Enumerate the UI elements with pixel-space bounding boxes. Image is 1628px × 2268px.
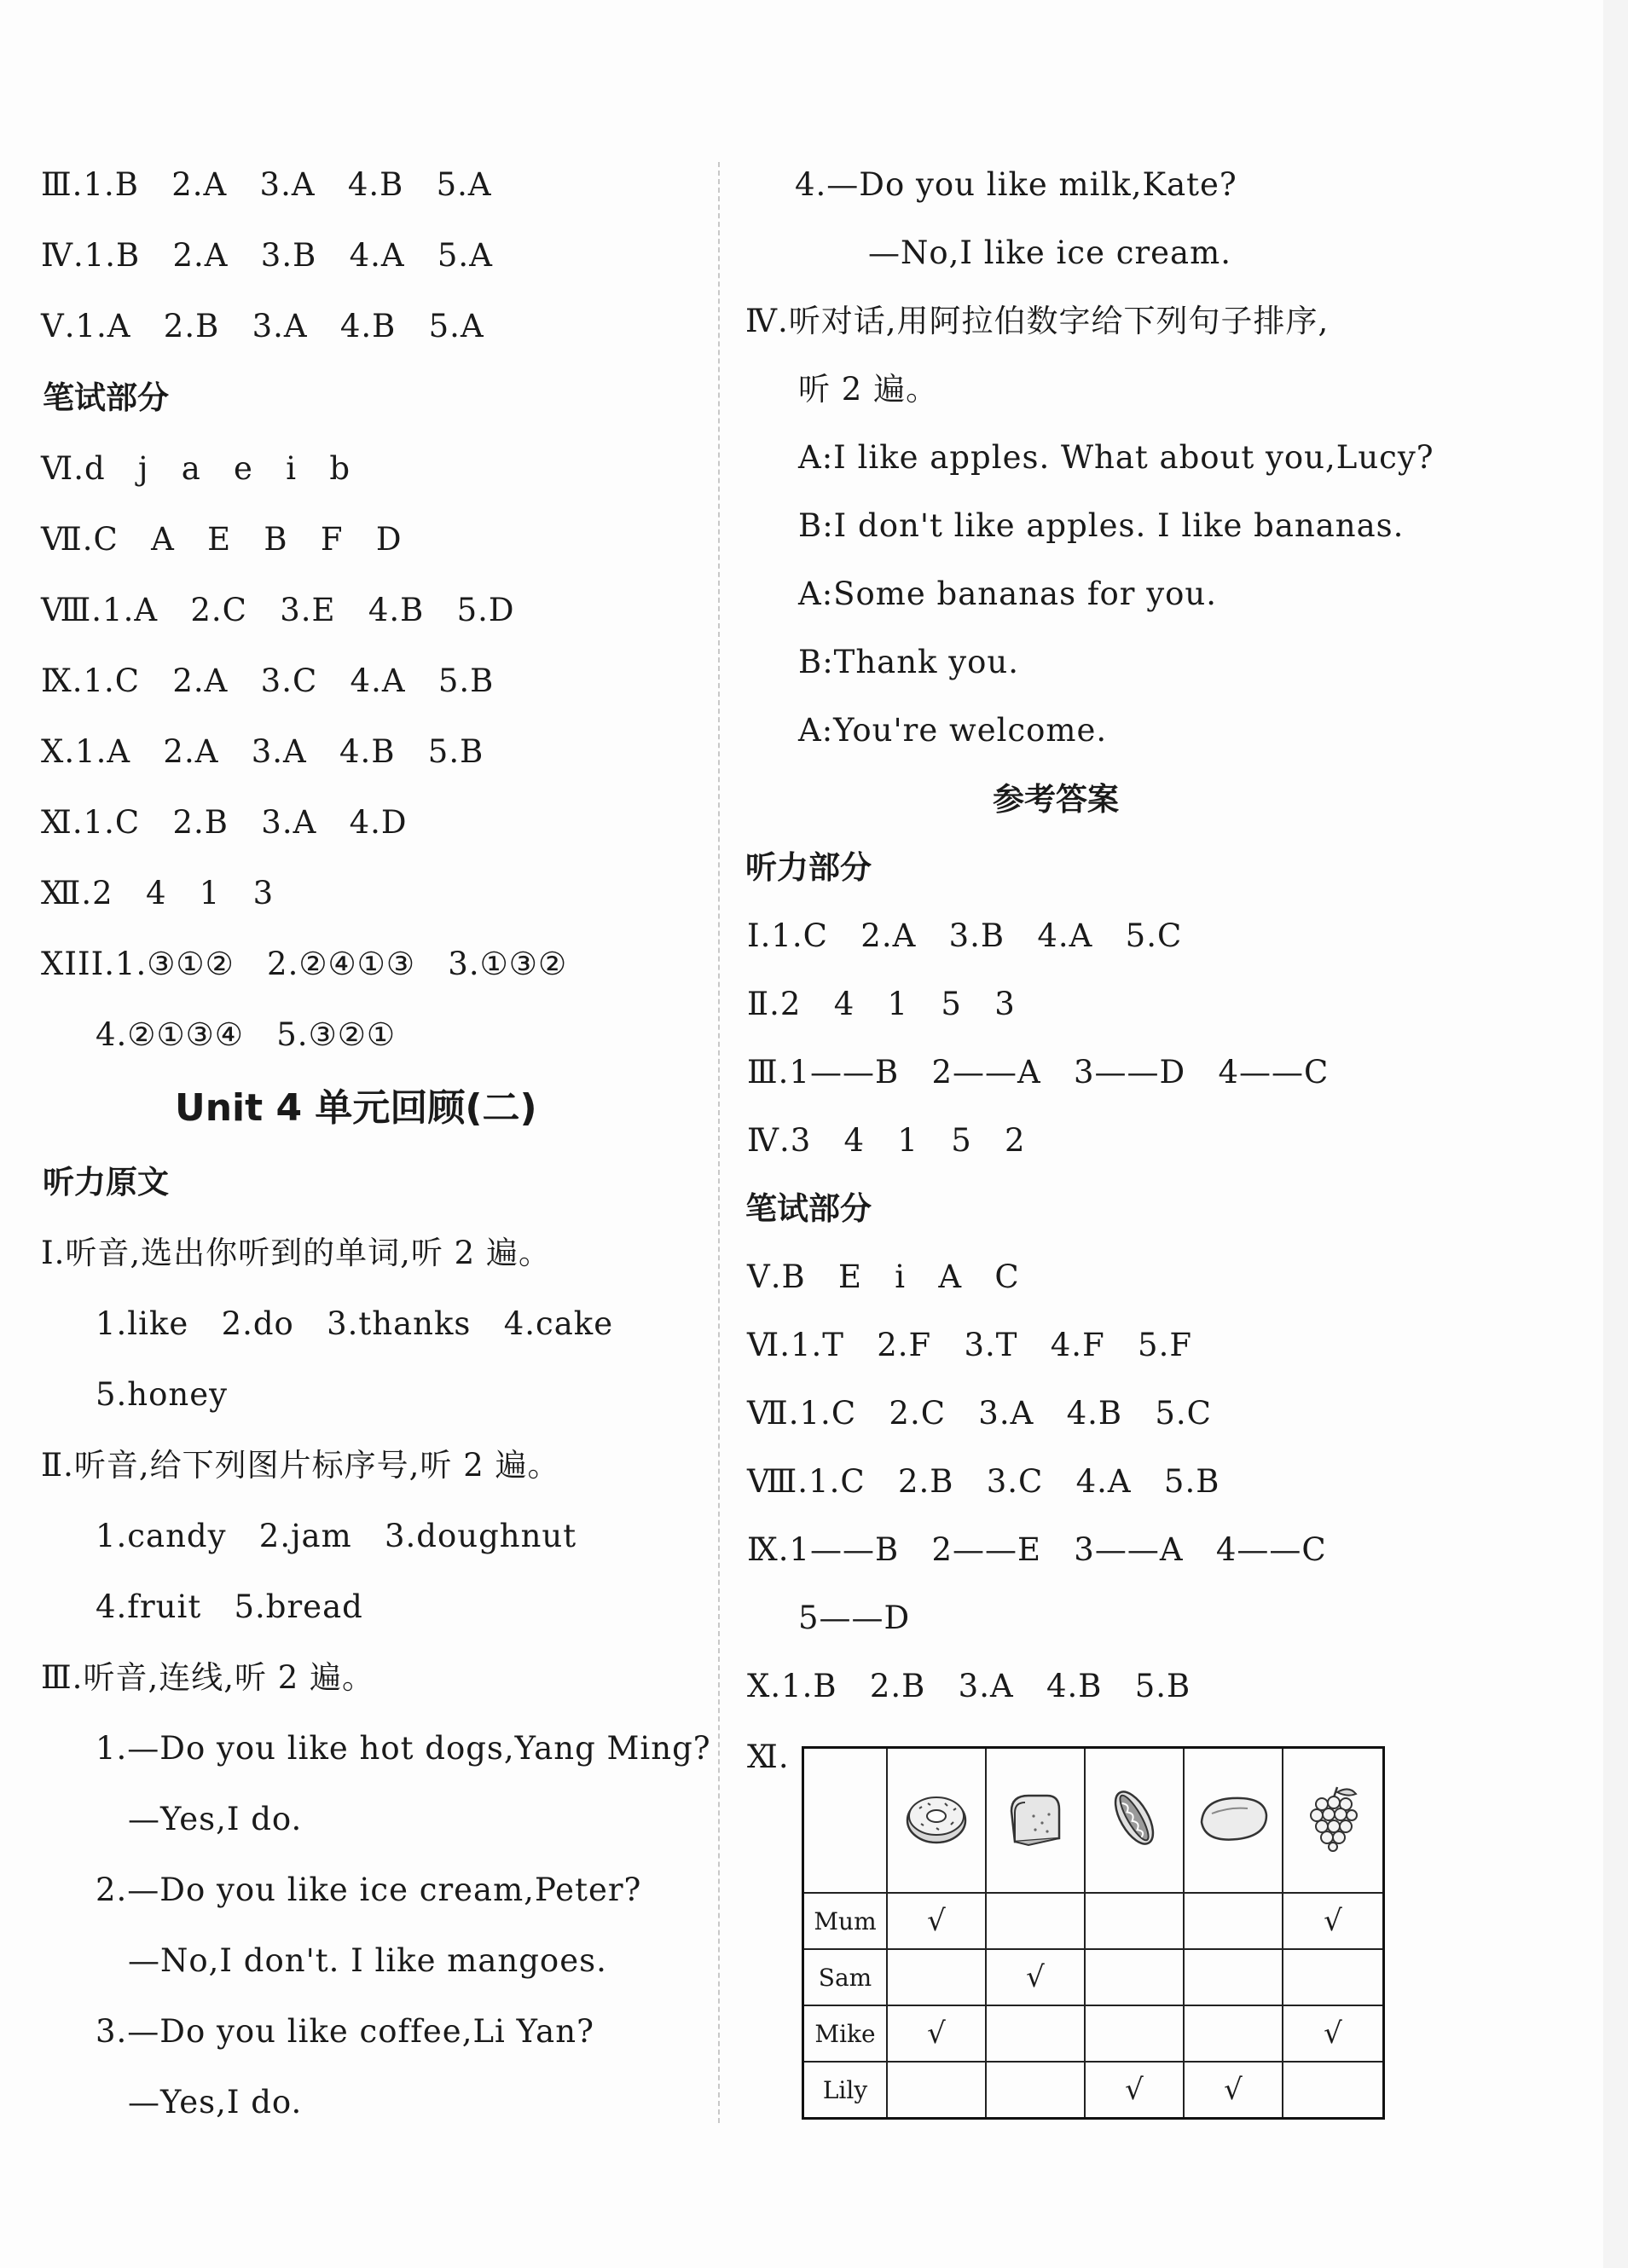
check-cell: √ (1283, 2005, 1384, 2062)
table-row (803, 2062, 1384, 2119)
section-heading: 笔试部分 (43, 379, 169, 416)
answer-line: 4.②①③④ 5.③②① (96, 1016, 397, 1053)
dialogue-line: B:Thank you. (798, 644, 1020, 680)
check-cell (1184, 1949, 1283, 2005)
answer-line: 5——D (798, 1600, 911, 1636)
section-heading: 听力原文 (43, 1164, 169, 1201)
answer-line: Ⅶ.1.C 2.C 3.A 4.B 5.C (747, 1395, 1212, 1432)
check-cell: √ (887, 2005, 986, 2062)
table-header-row (803, 1748, 1384, 1894)
check-cell (1085, 1949, 1184, 2005)
check-cell: √ (986, 1949, 1085, 2005)
answer-line: Ⅸ.1——B 2——E 3——A 4——C (747, 1531, 1327, 1568)
answer-line: Ⅹ.1.B 2.B 3.A 4.B 5.B (747, 1668, 1191, 1704)
table-corner-cell (803, 1748, 888, 1894)
row-name-cell: Mike (803, 2005, 888, 2062)
dialogue-line: A:You're welcome. (798, 712, 1108, 749)
check-cell: √ (1085, 2062, 1184, 2119)
answer-line: Ⅶ.C A E B F D (41, 521, 403, 558)
row-name-cell: Mum (803, 1893, 888, 1949)
script-line: 4.—Do you like milk,Kate? (795, 166, 1237, 203)
answer-line: Ⅰ.1.C 2.A 3.B 4.A 5.C (747, 917, 1183, 954)
unit-title: Unit 4 单元回顾(二) (175, 1086, 537, 1130)
answer-line: Ⅳ.1.B 2.A 3.B 4.A 5.A (41, 237, 493, 274)
script-line: 1.like 2.do 3.thanks 4.cake (96, 1305, 614, 1342)
answer-line: Ⅱ.2 4 1 5 3 (747, 986, 1016, 1022)
answer-line: XIII.1.③①② 2.②④①③ 3.①③② (41, 946, 568, 982)
hot-dog-icon (1102, 1784, 1167, 1852)
check-cell (1085, 2005, 1184, 2062)
check-cell (986, 1893, 1085, 1949)
answer-line: Ⅵ.1.T 2.F 3.T 4.F 5.F (747, 1327, 1192, 1363)
answer-line: Ⅹ.1.A 2.A 3.A 4.B 5.B (41, 733, 484, 770)
row-name-cell: Lily (803, 2062, 888, 2119)
check-cell (1085, 1893, 1184, 1949)
food-preference-table (802, 1746, 1385, 2120)
page-edge (1603, 0, 1628, 2268)
table-header-cell (986, 1748, 1085, 1894)
section-heading: 听力部分 (745, 849, 872, 886)
check-cell (1283, 1949, 1384, 2005)
answer-line: Ⅻ.2 4 1 3 (41, 875, 275, 911)
table-row (803, 1893, 1384, 1949)
script-line: —No,I don't. I like mangoes. (128, 1942, 607, 1979)
table-header-cell (1085, 1748, 1184, 1894)
check-cell (986, 2005, 1085, 2062)
script-line: 1.—Do you like hot dogs,Yang Ming? (96, 1730, 711, 1767)
table-label: Ⅺ. (747, 1739, 790, 1775)
section-heading: 笔试部分 (745, 1190, 872, 1227)
check-cell (1184, 2005, 1283, 2062)
check-cell (887, 1949, 986, 2005)
script-line: —Yes,I do. (128, 2084, 303, 2120)
check-cell (887, 2062, 986, 2119)
check-cell (1283, 2062, 1384, 2119)
table-header-cell (1283, 1748, 1384, 1894)
table-header-cell (887, 1748, 986, 1894)
answer-line: Ⅸ.1.C 2.A 3.C 4.A 5.B (41, 662, 495, 699)
dialogue-line: B:I don't like apples. I like bananas. (798, 507, 1405, 544)
check-cell (1184, 1893, 1283, 1949)
answer-line: Ⅵ.d j a e i b (41, 450, 351, 487)
answer-line: Ⅲ.1.B 2.A 3.A 4.B 5.A (41, 166, 492, 203)
script-line: —No,I like ice cream. (868, 234, 1231, 271)
instruction-line: Ⅳ.听对话,用阿拉伯数字给下列句子排序, (745, 303, 1330, 339)
answer-line: Ⅲ.1——B 2——A 3——D 4——C (747, 1054, 1330, 1091)
script-line: 3.—Do you like coffee,Li Yan? (96, 2013, 594, 2050)
table-row (803, 2005, 1384, 2062)
script-line: 4.fruit 5.bread (96, 1588, 363, 1625)
dialogue-line: A:Some bananas for you. (798, 576, 1218, 612)
answer-line: Ⅺ.1.C 2.B 3.A 4.D (41, 804, 408, 841)
instruction-line: 听 2 遍。 (798, 371, 939, 408)
table-header-cell (1184, 1748, 1283, 1894)
check-cell: √ (1184, 2062, 1283, 2119)
table-row (803, 1949, 1384, 2005)
bread-icon (1003, 1785, 1068, 1850)
script-line: 2.—Do you like ice cream,Peter? (96, 1872, 642, 1908)
instruction-line: Ⅲ.听音,连线,听 2 遍。 (41, 1659, 375, 1696)
check-cell: √ (1283, 1893, 1384, 1949)
script-line: 5.honey (96, 1376, 229, 1413)
instruction-line: Ⅱ.听音,给下列图片标序号,听 2 遍。 (41, 1447, 560, 1484)
answers-title: 参考答案 (993, 781, 1119, 818)
grapes-icon (1303, 1784, 1363, 1852)
check-cell: √ (887, 1893, 986, 1949)
doughnut-icon (904, 1788, 969, 1848)
column-divider (718, 162, 720, 2123)
dialogue-line: A:I like apples. What about you,Lucy? (798, 439, 1434, 476)
check-cell (986, 2062, 1085, 2119)
instruction-line: Ⅰ.听音,选出你听到的单词,听 2 遍。 (41, 1235, 551, 1271)
answer-line: Ⅳ.3 4 1 5 2 (747, 1122, 1026, 1159)
answer-line: Ⅴ.B E i A C (747, 1258, 1020, 1295)
answer-line: Ⅷ.1.A 2.C 3.E 4.B 5.D (41, 592, 515, 628)
row-name-cell: Sam (803, 1949, 888, 2005)
script-line: —Yes,I do. (128, 1801, 303, 1837)
answer-line: Ⅷ.1.C 2.B 3.C 4.A 5.B (747, 1463, 1220, 1500)
mango-icon (1195, 1788, 1272, 1848)
script-line: 1.candy 2.jam 3.doughnut (96, 1518, 577, 1554)
answer-line: Ⅴ.1.A 2.B 3.A 4.B 5.A (41, 308, 484, 344)
